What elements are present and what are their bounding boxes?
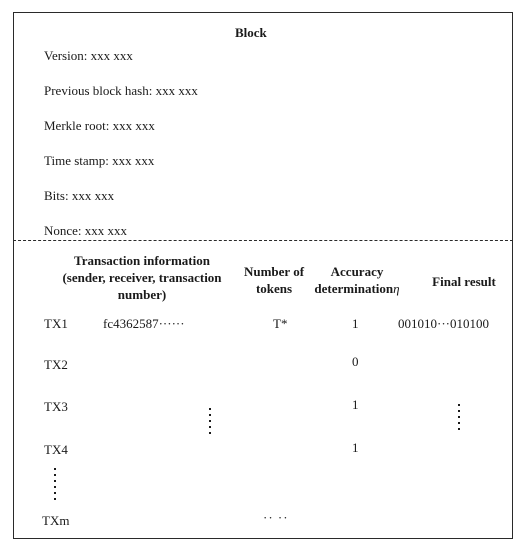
row-id-tx2: TX2 <box>44 357 68 372</box>
eta-symbol: η <box>393 281 400 296</box>
time-stamp-field: Time stamp: xxx xxx <box>44 153 155 168</box>
vertical-ellipsis-rows <box>52 468 58 504</box>
previous-hash-field: Previous block hash: xxx xxx <box>44 83 198 98</box>
row-id-txm: TXm <box>42 513 70 528</box>
vertical-ellipsis-final <box>456 404 462 434</box>
merkle-root-field: Merkle root: xxx xxx <box>44 118 155 133</box>
row-final-tx1: 001010···010100 <box>398 316 489 331</box>
header-number-of-tokens: Number of tokens <box>243 264 305 296</box>
row-id-tx4: TX4 <box>44 442 68 457</box>
row-accuracy-tx1: 1 <box>352 316 359 331</box>
header-accuracy-determination: Accuracy determinationη <box>314 264 400 296</box>
block-title: Block <box>235 25 267 40</box>
nonce-field: Nonce: xxx xxx <box>44 223 128 238</box>
version-field: Version: xxx xxx <box>44 48 133 63</box>
row-info-tx1: fc4362587······ <box>103 316 185 331</box>
section-divider <box>13 240 513 241</box>
row-tokens-tx1: T* <box>273 316 288 331</box>
vertical-ellipsis-info <box>207 408 213 438</box>
row-id-tx1: TX1 <box>44 316 68 331</box>
row-id-tx3: TX3 <box>44 399 68 414</box>
header-final-result: Final result <box>432 274 496 289</box>
bits-field: Bits: xxx xxx <box>44 188 115 203</box>
header-transaction-information: Transaction information (sender, receiver, transaction number) <box>62 253 222 302</box>
row-accuracy-tx2: 0 <box>352 354 359 369</box>
row-tokens-txm: ·· ·· <box>263 510 289 525</box>
row-accuracy-tx4: 1 <box>352 440 359 455</box>
row-accuracy-tx3: 1 <box>352 397 359 412</box>
